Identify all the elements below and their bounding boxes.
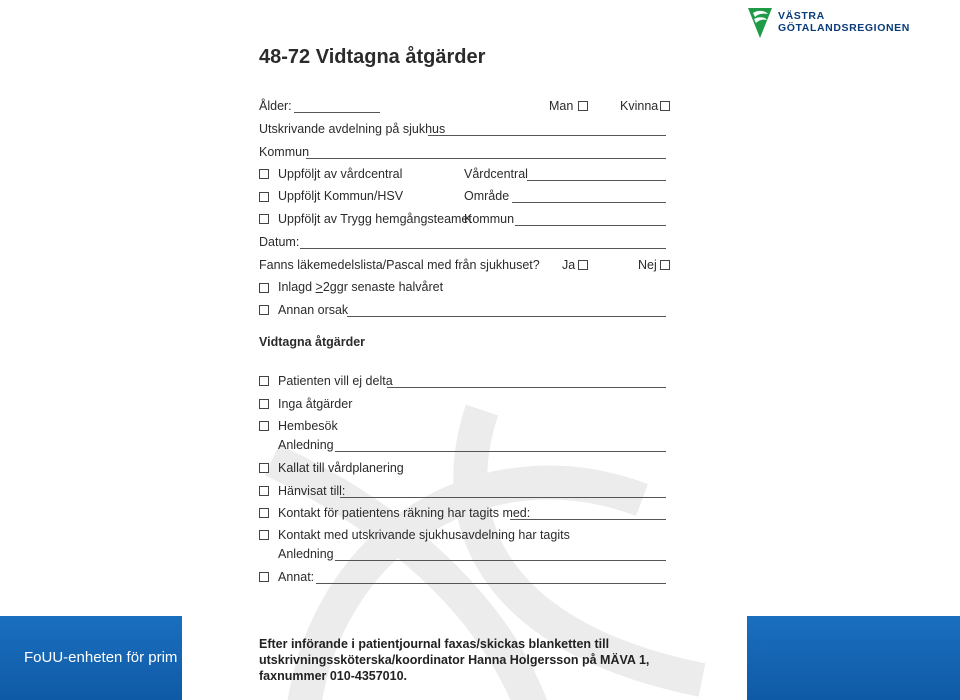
- vgr-logo: [746, 4, 916, 44]
- kvinna-checkbox[interactable]: [660, 101, 670, 111]
- nej-label: Nej: [638, 258, 657, 272]
- annat-checkbox[interactable]: [259, 572, 269, 582]
- lakemedelslista-label: Fanns läkemedelslista/Pascal med från sjukhuset?: [259, 258, 540, 272]
- section-title: Vidtagna åtgärder: [259, 335, 366, 349]
- hembesok-label: Hembesök: [278, 419, 338, 433]
- kommun2-field[interactable]: [515, 225, 666, 226]
- instruction-note: [259, 636, 649, 684]
- hanvisat-field[interactable]: [340, 497, 666, 498]
- hanvisat-checkbox[interactable]: [259, 486, 269, 496]
- uppfoljt-kommun-label: Uppföljt Kommun/HSV: [278, 189, 404, 203]
- logo-wordmark: [778, 10, 910, 34]
- form-title: 48-72 Vidtagna åtgärder: [259, 46, 486, 68]
- datum-field[interactable]: [300, 248, 666, 249]
- anledning2-field[interactable]: [335, 560, 666, 561]
- annan-orsak-field[interactable]: [347, 316, 666, 317]
- vardcentral-field[interactable]: [527, 180, 666, 181]
- annat-field[interactable]: [316, 583, 666, 584]
- kallat-label: Kallat till vårdplanering: [278, 461, 404, 475]
- datum-label: Datum:: [259, 235, 300, 249]
- inlagd-symbol: >: [315, 280, 323, 294]
- form-sheet: [182, 0, 747, 700]
- uppfoljt-vc-label: Uppföljt av vårdcentral: [278, 167, 403, 181]
- utskrivande-kontakt-label: Kontakt med utskrivande sjukhusavdelning har tagits: [278, 528, 570, 542]
- omrade-label: Område: [464, 189, 510, 203]
- kvinna-label: Kvinna: [620, 99, 659, 113]
- kommun2-label: Kommun: [464, 212, 515, 226]
- uppfoljt-kommun-checkbox[interactable]: [259, 192, 269, 202]
- vgr-logo-icon: [746, 4, 774, 40]
- footer-text: FoUU-enheten för prim: [24, 649, 178, 666]
- patienten-checkbox[interactable]: [259, 376, 269, 386]
- inga-label: Inga åtgärder: [278, 397, 353, 411]
- inlagd-checkbox[interactable]: [259, 283, 269, 293]
- annan-orsak-label: Annan orsak: [278, 303, 349, 317]
- anledning2-label: Anledning: [278, 547, 334, 561]
- note-line2: utskrivningssköterska/koordinator Hanna Holgersson på MÄVA 1,: [259, 653, 650, 667]
- vardcentral-label: Vårdcentral: [464, 167, 528, 181]
- uppfoljt-vc-checkbox[interactable]: [259, 169, 269, 179]
- uppfoljt-trygg-label: Uppföljt av Trygg hemgångsteamet: [278, 212, 472, 226]
- logo-line1: VÄSTRA: [778, 10, 825, 22]
- utskrivande-kontakt-checkbox[interactable]: [259, 530, 269, 540]
- inlagd-prefix: Inlagd: [278, 280, 316, 294]
- ja-checkbox[interactable]: [578, 260, 588, 270]
- man-checkbox[interactable]: [578, 101, 588, 111]
- kallat-checkbox[interactable]: [259, 463, 269, 473]
- annat-label: Annat:: [278, 570, 315, 584]
- alder-label: Ålder:: [259, 99, 292, 113]
- inga-checkbox[interactable]: [259, 399, 269, 409]
- utskrivande-field[interactable]: [428, 135, 666, 136]
- rakning-field[interactable]: [510, 519, 666, 520]
- inlagd-rest: 2ggr senaste halvåret: [322, 280, 444, 294]
- kommun-field[interactable]: [306, 158, 666, 159]
- alder-field[interactable]: [294, 112, 380, 113]
- nej-checkbox[interactable]: [660, 260, 670, 270]
- patienten-field[interactable]: [387, 387, 666, 388]
- omrade-field[interactable]: [512, 202, 666, 203]
- hembesok-checkbox[interactable]: [259, 421, 269, 431]
- logo-line2: GÖTALANDSREGIONEN: [778, 22, 910, 34]
- utskrivande-label: Utskrivande avdelning på sjukhus: [259, 122, 446, 136]
- rakning-checkbox[interactable]: [259, 508, 269, 518]
- patienten-label: Patienten vill ej delta: [278, 374, 393, 388]
- inlagd-label: [278, 280, 443, 294]
- annan-orsak-checkbox[interactable]: [259, 305, 269, 315]
- anledning1-field[interactable]: [335, 451, 666, 452]
- rakning-label: Kontakt för patientens räkning har tagits med:: [278, 506, 531, 520]
- hanvisat-label: Hänvisat till:: [278, 484, 346, 498]
- man-label: Man: [549, 99, 574, 113]
- anledning1-label: Anledning: [278, 438, 334, 452]
- kommun-label: Kommun: [259, 145, 310, 159]
- ja-label: Ja: [562, 258, 576, 272]
- note-line1: Efter införande i patientjournal faxas/skickas blanketten till: [259, 637, 610, 651]
- uppfoljt-trygg-checkbox[interactable]: [259, 214, 269, 224]
- note-line3: faxnummer 010-4357010.: [259, 669, 408, 683]
